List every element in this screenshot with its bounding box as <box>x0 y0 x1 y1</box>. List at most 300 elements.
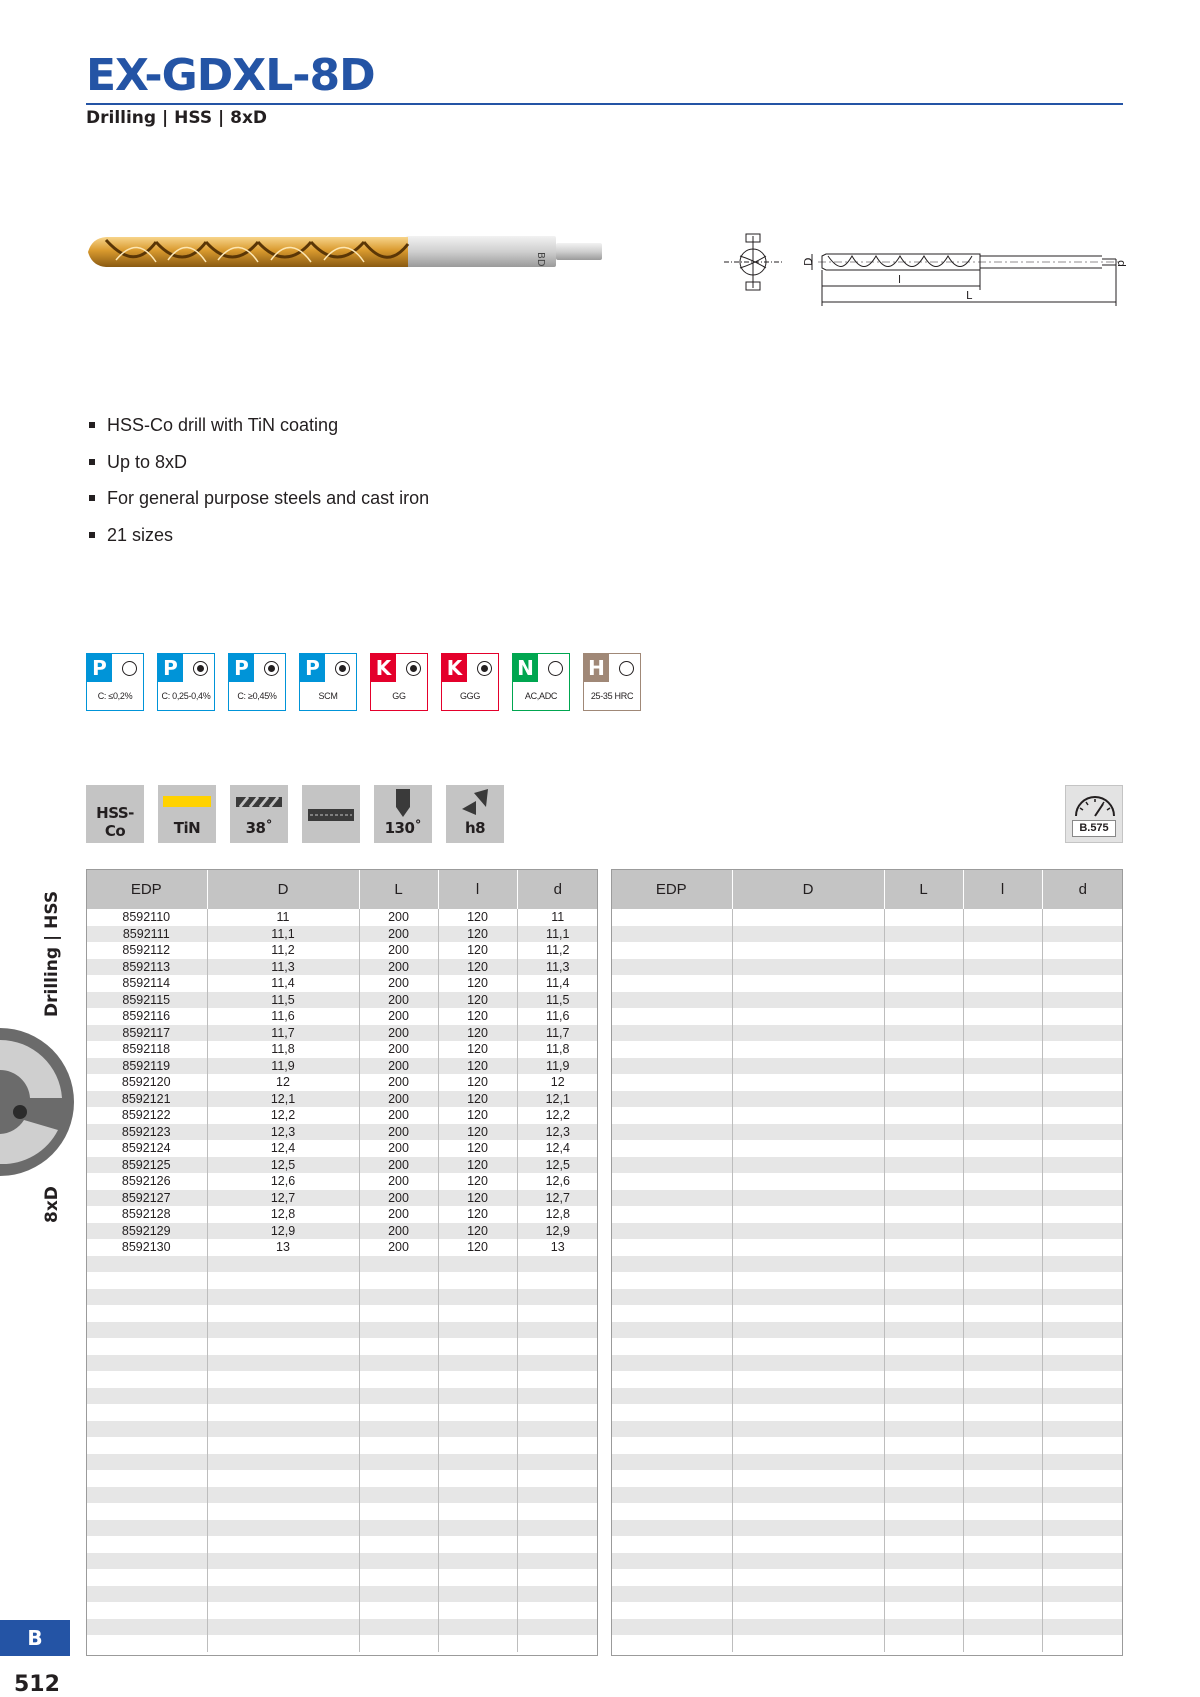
table-cell: 8592120 <box>86 1074 207 1091</box>
table-cell <box>1042 1553 1123 1570</box>
table-cell <box>732 992 884 1009</box>
table-cell: 8592113 <box>86 959 207 976</box>
table-cell: 120 <box>438 1223 517 1240</box>
table-cell <box>1042 1421 1123 1438</box>
table-row <box>86 1355 598 1372</box>
table-cell <box>517 1487 598 1504</box>
table-cell <box>438 1355 517 1372</box>
table-row <box>611 1586 1123 1603</box>
table-cell <box>611 1635 732 1652</box>
table-cell <box>438 1305 517 1322</box>
table-cell <box>884 1157 963 1174</box>
table-cell: 12,8 <box>207 1206 359 1223</box>
table-cell <box>732 1041 884 1058</box>
table-cell: 200 <box>359 1058 438 1075</box>
table-cell <box>438 1322 517 1339</box>
table-cell <box>611 1371 732 1388</box>
table-cell <box>517 1289 598 1306</box>
table-cell <box>963 1223 1042 1240</box>
table-cell <box>207 1256 359 1273</box>
table-cell: 11,7 <box>517 1025 598 1042</box>
table-cell <box>207 1602 359 1619</box>
table-cell: 11,6 <box>207 1008 359 1025</box>
material-label: GGG <box>459 691 481 701</box>
material-group-letter: N <box>513 654 538 682</box>
table-cell: 12,2 <box>517 1107 598 1124</box>
table-cell <box>86 1355 207 1372</box>
table-cell <box>884 1404 963 1421</box>
bullet-icon <box>89 422 95 428</box>
table-cell <box>884 1091 963 1108</box>
table-cell <box>359 1635 438 1652</box>
material-box <box>299 653 357 711</box>
table-cell: 8592126 <box>86 1173 207 1190</box>
table-cell: 11,5 <box>207 992 359 1009</box>
table-cell <box>438 1520 517 1537</box>
table-row <box>86 1338 598 1355</box>
table-row <box>86 1619 598 1636</box>
table-cell: 8592123 <box>86 1124 207 1141</box>
filled-circle-icon <box>193 661 208 676</box>
open-circle-icon <box>548 661 563 676</box>
table-cell <box>884 1223 963 1240</box>
table-cell <box>611 1619 732 1636</box>
table-cell <box>359 1470 438 1487</box>
open-circle-icon <box>619 661 634 676</box>
table-cell <box>359 1338 438 1355</box>
table-cell <box>359 1487 438 1504</box>
table-row <box>86 1289 598 1306</box>
table-cell: 200 <box>359 942 438 959</box>
table-cell <box>207 1289 359 1306</box>
table-cell <box>517 1338 598 1355</box>
table-row <box>86 1041 598 1058</box>
material-box <box>228 653 286 711</box>
table-cell <box>963 1619 1042 1636</box>
table-cell: 11,1 <box>517 926 598 943</box>
table-cell <box>438 1619 517 1636</box>
material-group-letter: P <box>87 654 112 682</box>
table-row <box>611 1058 1123 1075</box>
table-row <box>611 1371 1123 1388</box>
product-table-right <box>611 869 1123 1652</box>
table-cell <box>359 1619 438 1636</box>
table-cell: 120 <box>438 1008 517 1025</box>
table-cell <box>963 1173 1042 1190</box>
table-cell <box>438 1569 517 1586</box>
table-cell <box>359 1569 438 1586</box>
table-cell: 120 <box>438 1140 517 1157</box>
table-cell <box>517 1305 598 1322</box>
table-cell <box>86 1338 207 1355</box>
table-cell <box>611 1586 732 1603</box>
material-group-letter: P <box>300 654 325 682</box>
table-cell <box>963 1107 1042 1124</box>
filled-circle-icon <box>477 661 492 676</box>
table-cell <box>438 1487 517 1504</box>
table-row <box>611 1503 1123 1520</box>
table-cell <box>1042 1239 1123 1256</box>
table-cell: 200 <box>359 1206 438 1223</box>
table-cell <box>86 1553 207 1570</box>
table-row <box>86 1239 598 1256</box>
table-cell <box>611 1206 732 1223</box>
table-cell <box>1042 1437 1123 1454</box>
table-cell <box>1042 1569 1123 1586</box>
table-row <box>611 1553 1123 1570</box>
table-cell: 200 <box>359 1190 438 1207</box>
table-cell: 120 <box>438 926 517 943</box>
table-cell <box>1042 1404 1123 1421</box>
table-cell <box>732 1305 884 1322</box>
table-row <box>611 1338 1123 1355</box>
table-cell <box>359 1355 438 1372</box>
table-cell: 200 <box>359 1223 438 1240</box>
table-row <box>611 1404 1123 1421</box>
table-cell <box>1042 1586 1123 1603</box>
table-cell: 8592124 <box>86 1140 207 1157</box>
table-cell: 12 <box>207 1074 359 1091</box>
table-cell <box>86 1371 207 1388</box>
table-row <box>611 1091 1123 1108</box>
table-cell <box>732 959 884 976</box>
table-cell: 12,4 <box>517 1140 598 1157</box>
table-row <box>611 1074 1123 1091</box>
coating-icon: TiN <box>158 785 216 843</box>
material-label: C: ≤0,2% <box>97 691 133 701</box>
column-header: EDP <box>86 869 207 909</box>
table-cell: 8592129 <box>86 1223 207 1240</box>
table-cell: 12,9 <box>517 1223 598 1240</box>
table-cell: 11,2 <box>517 942 598 959</box>
table-cell <box>732 1470 884 1487</box>
table-row <box>611 1305 1123 1322</box>
table-cell <box>732 1025 884 1042</box>
table-cell <box>517 1503 598 1520</box>
table-cell <box>732 1338 884 1355</box>
table-cell <box>963 1487 1042 1504</box>
table-cell <box>884 1569 963 1586</box>
table-cell <box>732 1289 884 1306</box>
table-row <box>86 1272 598 1289</box>
table-cell <box>207 1586 359 1603</box>
table-cell <box>963 1338 1042 1355</box>
table-cell: 11,4 <box>207 975 359 992</box>
table-cell <box>884 1041 963 1058</box>
table-cell <box>438 1602 517 1619</box>
table-cell <box>611 959 732 976</box>
table-row <box>611 1256 1123 1273</box>
table-cell <box>1042 992 1123 1009</box>
column-header: d <box>1042 869 1123 909</box>
table-cell <box>611 1041 732 1058</box>
filled-circle-icon <box>264 661 279 676</box>
table-cell <box>732 1635 884 1652</box>
table-cell <box>611 1157 732 1174</box>
table-cell <box>963 1140 1042 1157</box>
table-cell <box>963 1190 1042 1207</box>
table-row <box>611 1421 1123 1438</box>
table-row <box>86 1454 598 1471</box>
table-cell: 200 <box>359 959 438 976</box>
table-cell: 200 <box>359 1140 438 1157</box>
material-label: GG <box>392 691 406 701</box>
table-row <box>86 1421 598 1438</box>
page-reference-gauge[interactable] <box>1065 785 1123 843</box>
table-cell <box>359 1503 438 1520</box>
substrate-icon: HSS-Co <box>86 785 144 843</box>
table-cell <box>884 1421 963 1438</box>
table-cell <box>963 959 1042 976</box>
shank-icon <box>302 785 360 843</box>
filled-circle-icon <box>335 661 350 676</box>
table-cell <box>963 1404 1042 1421</box>
material-label: C: ≥0,45% <box>237 691 277 701</box>
table-cell <box>207 1421 359 1438</box>
table-cell <box>86 1487 207 1504</box>
table-row <box>86 1256 598 1273</box>
table-cell <box>732 1487 884 1504</box>
sidebar-depth-label: 8xD <box>42 1186 62 1223</box>
table-cell <box>359 1404 438 1421</box>
table-row <box>86 1635 598 1652</box>
table-row <box>86 1223 598 1240</box>
table-row <box>86 1553 598 1570</box>
table-cell: 120 <box>438 909 517 926</box>
table-cell: 12,7 <box>207 1190 359 1207</box>
table-cell: 120 <box>438 1041 517 1058</box>
table-cell <box>732 1553 884 1570</box>
table-row <box>611 1619 1123 1636</box>
table-cell <box>963 1008 1042 1025</box>
table-row <box>611 1239 1123 1256</box>
table-cell <box>884 1454 963 1471</box>
table-row <box>611 1536 1123 1553</box>
table-cell <box>884 1355 963 1372</box>
schematic-label-d: d <box>1115 260 1128 267</box>
table-cell: 12,2 <box>207 1107 359 1124</box>
table-cell <box>207 1454 359 1471</box>
table-row <box>86 1602 598 1619</box>
table-cell <box>884 1206 963 1223</box>
table-cell <box>732 1536 884 1553</box>
table-cell <box>611 1173 732 1190</box>
table-cell: 200 <box>359 1239 438 1256</box>
table-cell: 8592127 <box>86 1190 207 1207</box>
table-row <box>611 1569 1123 1586</box>
table-cell <box>207 1355 359 1372</box>
table-cell <box>884 1239 963 1256</box>
table-cell <box>438 1536 517 1553</box>
table-row <box>611 992 1123 1009</box>
table-cell: 12,5 <box>207 1157 359 1174</box>
table-cell <box>517 1371 598 1388</box>
table-cell: 11,3 <box>207 959 359 976</box>
table-cell <box>884 1190 963 1207</box>
table-cell: 8592114 <box>86 975 207 992</box>
table-row <box>86 1140 598 1157</box>
table-cell <box>438 1454 517 1471</box>
material-label: 25-35 HRC <box>590 691 634 701</box>
table-cell <box>884 1008 963 1025</box>
table-cell <box>884 1025 963 1042</box>
table-cell <box>1042 1173 1123 1190</box>
table-cell <box>963 1256 1042 1273</box>
table-cell <box>732 1107 884 1124</box>
table-cell: 200 <box>359 975 438 992</box>
table-cell <box>1042 1256 1123 1273</box>
table-cell <box>438 1272 517 1289</box>
table-row <box>86 975 598 992</box>
table-cell <box>611 975 732 992</box>
table-row <box>86 909 598 926</box>
table-cell <box>732 1503 884 1520</box>
table-cell: 120 <box>438 975 517 992</box>
table-cell <box>517 1404 598 1421</box>
table-cell <box>611 1256 732 1273</box>
table-row <box>611 1140 1123 1157</box>
table-cell <box>611 1025 732 1042</box>
table-cell <box>732 1322 884 1339</box>
table-cell <box>963 1536 1042 1553</box>
table-cell <box>438 1421 517 1438</box>
table-cell <box>732 1355 884 1372</box>
table-row <box>611 1124 1123 1141</box>
material-group-letter: K <box>371 654 396 682</box>
table-cell: 200 <box>359 926 438 943</box>
table-cell <box>517 1437 598 1454</box>
table-cell <box>1042 1025 1123 1042</box>
product-table-left <box>86 869 598 1652</box>
table-cell <box>517 1602 598 1619</box>
table-cell <box>86 1536 207 1553</box>
table-cell <box>732 1569 884 1586</box>
table-cell: 200 <box>359 909 438 926</box>
table-cell <box>884 1586 963 1603</box>
table-cell <box>963 1553 1042 1570</box>
page-title: EX-GDXL-8D <box>86 50 375 101</box>
table-cell <box>86 1503 207 1520</box>
bullet-icon <box>89 532 95 538</box>
table-cell <box>1042 926 1123 943</box>
column-header: D <box>207 869 359 909</box>
column-header: d <box>517 869 598 909</box>
table-cell: 120 <box>438 942 517 959</box>
table-cell: 200 <box>359 1041 438 1058</box>
table-cell <box>1042 959 1123 976</box>
table-cell <box>359 1371 438 1388</box>
table-cell: 120 <box>438 1058 517 1075</box>
table-cell: 8592110 <box>86 909 207 926</box>
table-cell <box>963 1470 1042 1487</box>
material-group-letter: P <box>229 654 254 682</box>
table-row <box>611 1041 1123 1058</box>
table-cell <box>884 942 963 959</box>
table-row <box>611 1173 1123 1190</box>
table-cell <box>732 942 884 959</box>
table-cell <box>884 1503 963 1520</box>
reference-page-label: B.575 <box>1072 820 1116 837</box>
table-cell <box>438 1470 517 1487</box>
table-cell <box>963 1520 1042 1537</box>
material-box <box>157 653 215 711</box>
table-row <box>86 1206 598 1223</box>
table-cell <box>884 1173 963 1190</box>
table-cell <box>611 1272 732 1289</box>
table-cell <box>517 1388 598 1405</box>
table-cell <box>1042 1355 1123 1372</box>
table-row <box>611 1289 1123 1306</box>
table-cell: 200 <box>359 1074 438 1091</box>
table-cell <box>732 1371 884 1388</box>
table-row <box>611 1520 1123 1537</box>
table-row <box>86 1470 598 1487</box>
table-cell <box>884 1487 963 1504</box>
table-cell <box>86 1437 207 1454</box>
table-cell <box>732 975 884 992</box>
column-header: D <box>732 869 884 909</box>
table-row <box>86 959 598 976</box>
table-row <box>611 909 1123 926</box>
table-cell <box>732 1008 884 1025</box>
table-row <box>86 1008 598 1025</box>
table-cell <box>1042 1338 1123 1355</box>
table-cell <box>438 1404 517 1421</box>
table-cell <box>884 1058 963 1075</box>
table-cell: 8592111 <box>86 926 207 943</box>
twist-drill-photo-icon <box>86 232 606 272</box>
table-cell <box>207 1388 359 1405</box>
table-cell <box>611 1421 732 1438</box>
table-row <box>611 1107 1123 1124</box>
table-cell <box>963 1355 1042 1372</box>
table-cell <box>86 1289 207 1306</box>
table-cell: 11,8 <box>207 1041 359 1058</box>
table-cell <box>1042 1619 1123 1636</box>
table-cell <box>963 992 1042 1009</box>
table-cell: 120 <box>438 1173 517 1190</box>
table-cell <box>884 975 963 992</box>
table-cell: 8592122 <box>86 1107 207 1124</box>
table-cell <box>359 1520 438 1537</box>
table-cell <box>517 1470 598 1487</box>
sidebar-category-label: Drilling | HSS <box>42 890 62 1017</box>
table-cell: 12,7 <box>517 1190 598 1207</box>
table-cell <box>207 1635 359 1652</box>
table-cell: 8592116 <box>86 1008 207 1025</box>
table-cell: 11,2 <box>207 942 359 959</box>
table-cell <box>1042 1503 1123 1520</box>
table-row <box>86 926 598 943</box>
table-row <box>86 1437 598 1454</box>
table-cell <box>963 1322 1042 1339</box>
table-cell: 13 <box>517 1239 598 1256</box>
table-cell: 120 <box>438 1107 517 1124</box>
table-cell <box>517 1454 598 1471</box>
table-cell <box>611 1322 732 1339</box>
table-cell <box>1042 1487 1123 1504</box>
table-cell: 200 <box>359 1173 438 1190</box>
table-cell <box>207 1338 359 1355</box>
table-cell <box>207 1305 359 1322</box>
tolerance-icon: h8 <box>446 785 504 843</box>
table-cell <box>611 1289 732 1306</box>
section-tab[interactable]: B <box>0 1620 70 1656</box>
table-row <box>611 1025 1123 1042</box>
table-cell: 11,4 <box>517 975 598 992</box>
table-cell <box>732 926 884 943</box>
table-cell: 120 <box>438 1239 517 1256</box>
